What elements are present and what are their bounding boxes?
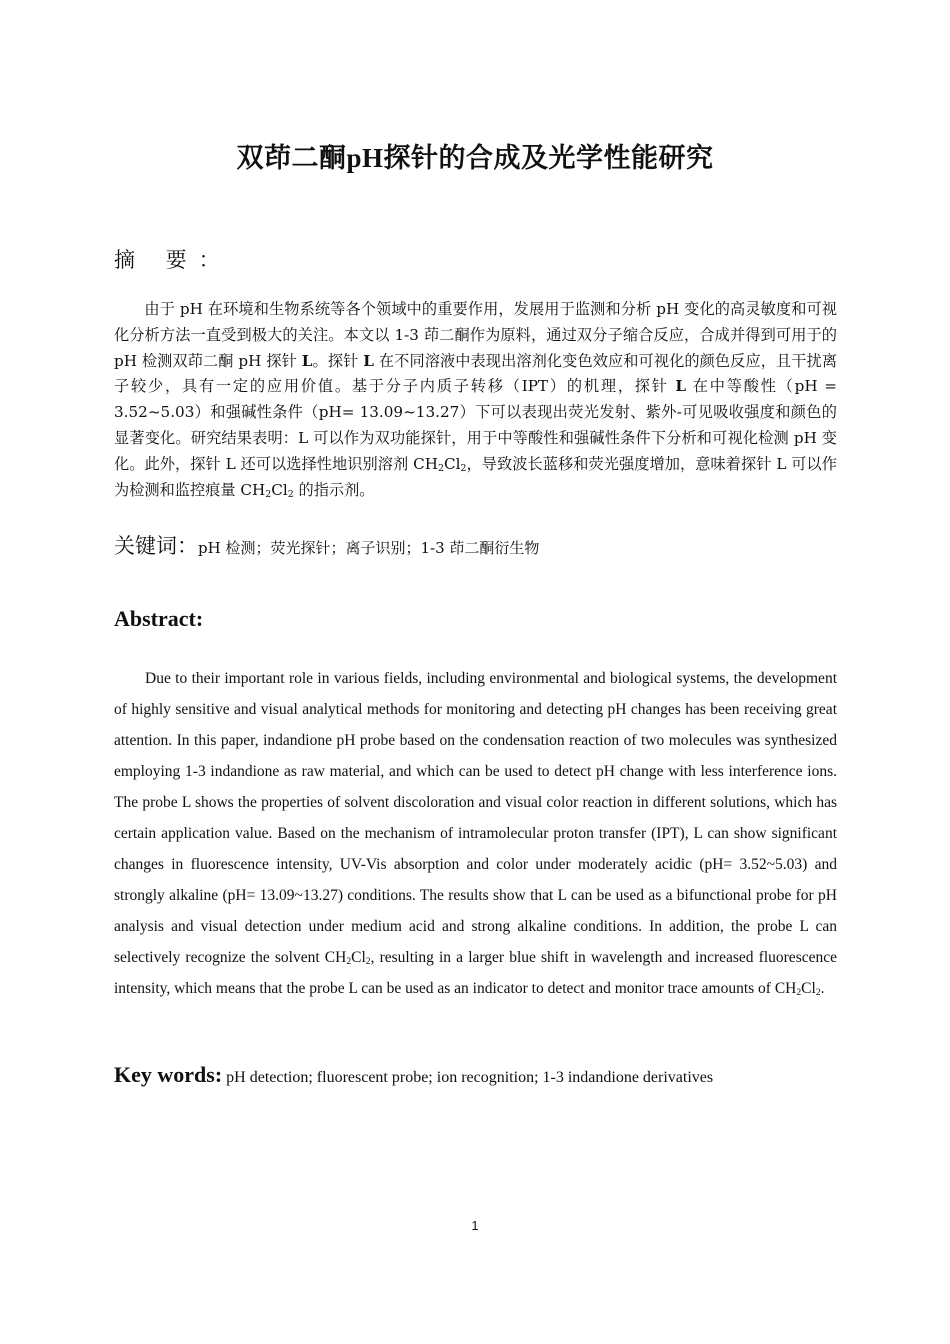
cn-abstract-heading: 摘 要： <box>114 248 232 272</box>
subscript: 2 <box>346 955 352 967</box>
probe-label-bold: L <box>675 377 687 396</box>
subscript: 2 <box>796 986 802 998</box>
en-abstract-text: Due to their important role in various fields, including environmental and biological systems, the development of highly sensitive and visual analytical methods for monitoring and detecting pH changes has been receiving great attention. In this paper, indandione pH probe based on the condensation reaction of two molecules was synthesized employing 1-3 indandione as raw material, and which can be used to detect pH change with less interference ions. The probe L shows the properties of solvent discoloration and visual color reaction in different solutions, which has certain application value. Based on the mechanism of intramolecular proton transfer (IPT), L can show significant changes in fluorescence intensity, UV-Vis absorption and color under moderately acidic (pH= 3.52~5.03) and strongly alkaline (pH= 13.09~13.27) conditions. The results show that L can be used as a bifunctional probe for pH analysis and visual detection under medium acid and strong alkaline conditions. In addition, the probe L can selectively recognize the solvent CH <box>114 670 837 966</box>
cn-abstract-text: 。探针 <box>312 351 364 370</box>
subscript: 2 <box>287 488 294 500</box>
cn-abstract-text: Cl <box>271 480 288 499</box>
en-abstract-paragraph <box>114 663 837 1004</box>
subscript: 2 <box>365 955 371 967</box>
cn-keywords-text: pH 检测；荧光探针；离子识别；1-3 茚二酮衍生物 <box>198 539 540 557</box>
cn-abstract-text: 在不同溶液中表现出溶剂化变色效应和可视化的颜色反应，且干扰离子较少，具有一定的应用价值。基于分子内质子转移（IPT）的机理，探针 <box>114 351 838 396</box>
title-part-2: pH <box>346 143 384 173</box>
paper-title <box>0 136 950 175</box>
subscript: 2 <box>460 462 467 474</box>
cn-abstract-text: 在中等酸性（pH = 3.52~5.03）和强碱性条件（pH= 13.09~13.27）下可以表现出荧光发射、紫外-可见吸收强度和颜色的显著变化。研究结果表明：L 可以作为双功能探针，用于中等酸性和强碱性条件下分析和可视化检测 pH 变化。此外，探针 L 还可以选择性地识别溶剂 CH <box>114 377 837 473</box>
cn-keywords-label: 关键词： <box>114 534 198 558</box>
cn-abstract-text: 的指示剂。 <box>293 480 375 499</box>
en-abstract-heading: Abstract: <box>114 606 204 631</box>
subscript: 2 <box>265 488 272 500</box>
en-keywords-text: pH detection; fluorescent probe; ion recognition; 1-3 indandione derivatives <box>222 1069 714 1086</box>
cn-abstract-text: Cl <box>444 454 461 473</box>
en-keywords-label: Key words: <box>114 1062 223 1087</box>
cn-keywords <box>114 530 837 560</box>
en-abstract-text: Cl <box>351 949 366 966</box>
page-number: 1 <box>471 1218 479 1233</box>
en-abstract-body <box>114 663 837 1004</box>
probe-label-bold: L <box>363 351 374 370</box>
en-abstract-text: . <box>820 980 825 997</box>
title-part-1: 双茚二酮 <box>236 143 347 174</box>
subscript: 2 <box>815 986 821 998</box>
title-part-3: 探针的合成及光学性能研究 <box>383 143 714 174</box>
cn-abstract-text: ，导致波长蓝移和荧光强度增加，意味着探针 L 可以作为检测和监控痕量 CH <box>114 454 837 499</box>
cn-abstract-paragraph <box>114 297 837 503</box>
cn-abstract-text: 由于 pH 在环境和生物系统等各个领域中的重要作用，发展用于监测和分析 pH 变化的高灵敏度和可视化分析方法一直受到极大的关注。本文以 1-3 茚二酮作为原料，通过双分子缩合反应，合成并得到可用于的 pH 检测双茚二酮 pH 探针 <box>114 300 837 370</box>
en-abstract-text: , resulting in a larger blue shift in wavelength and increased fluorescence intensity, which means that the probe L can be used as an indicator to detect and monitor trace amounts of CH <box>114 949 837 997</box>
probe-label-bold: L <box>301 351 313 370</box>
en-keywords <box>114 1062 837 1088</box>
cn-abstract-body <box>114 297 837 503</box>
en-abstract-text: Cl <box>801 980 816 997</box>
subscript: 2 <box>438 462 445 474</box>
